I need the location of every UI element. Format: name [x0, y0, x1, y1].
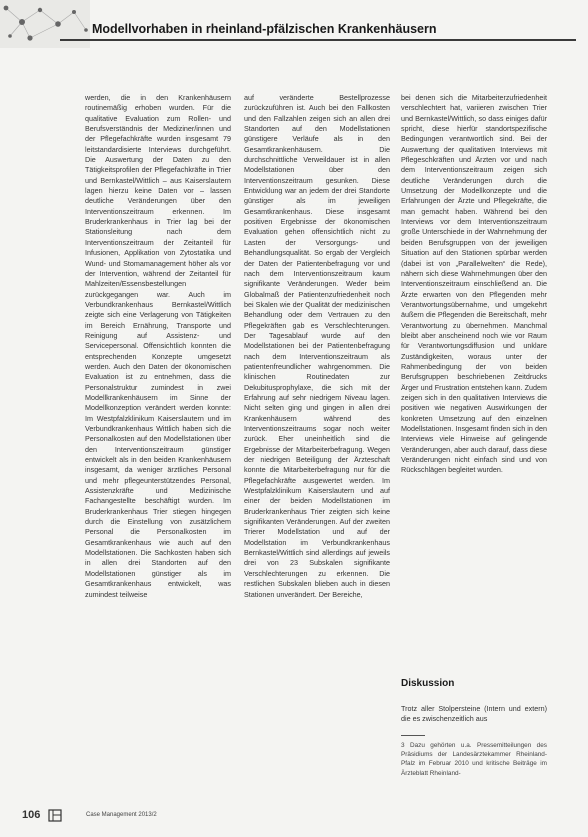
- discussion-paragraph: [401, 704, 547, 725]
- column-1-text: werden, die in den Krankenhäusern routinemäßig erhoben wurden. Für die qualitative Evaluation zum Rollen- und Berufsverständnis der Mediziner/innen und der Pflegefachkräfte wurden insgesamt 79 leitstandardisierte Interviews durchgeführt. Die Auswertung der Daten zu den Tätigkeitsprofilen der Pflegefachkräfte in Trier und Bernkastel/Wittlich – aus Kaiserslautern lagen hierzu keine Daten vor – lassen deutliche Veränderungen über den Interventionszeitraum erkennen. Im Bruderkrankenhaus in Trier lag bei der Stationsleitung nach dem Interventionszeitraum der Zeitanteil für Infusionen, Applikation von Zytostatika und Wund- und Stomamanagement höher als vor der Intervention, während der Zeitanteil für Mahlzeiten/Essensbestellungen zurückgegangen war. Auch im Verbundkrankenhaus Bernkastel/Wittlich zeigte sich eine Verlagerung von Tätigkeiten im Bereich Ernährung, Transporte und Reinigung auf Assistenz- und Servicepersonal. Offensichtlich konnten die entsprechenden Konzepte umgesetzt werden. Auch den Daten der ökonomischen Evaluation ist zu entnehmen, dass die Personalstruktur zumindest in zwei Modellkrankenhäusern im Sinne der Modellkonzeption verändert werden konnte: Im Westpfalzklinikum Kaiserslautern und im Verbundkrankenhaus Wittlich haben sich die Personalkosten auf den Modellstationen über den Interventionszeitraum günstiger entwickelt als in den beiden Krankenhäusern insgesamt, da weniger ärztliches Personal und mehr pflegeunterstützendes Personal, Assistenzkräfte und Medizinische Fachangestellte beschäftigt wurden. Im Bruderkrankenhaus Trier stiegen hingegen durch die Einstellung von zusätzlichem Personal die Personalkosten im Gesamtkrankenhaus wie auch auf den Modellstationen. Die Sachkosten haben sich in allen drei Standorten auf den Modellstationen günstiger als im Gesamtkrankenhaus entwickelt, was zumindest teilweise: [85, 93, 231, 599]
- page-footer: [22, 807, 582, 827]
- body-column-3: [401, 93, 547, 476]
- header-rule: [60, 39, 576, 41]
- discussion-text: Trotz aller Stolpersteine (Intern und extern) die es zwischenzeitlich aus: [401, 704, 547, 724]
- column-2-text: auf veränderte Bestellprozesse zurückzuführen ist. Auch bei den Fallkosten und den Fallzahlen zeigen sich an allen drei Standorten auf den Modellstationen günstigere Verläufe als in den Gesamtkrankenhäusern. Die durchschnittliche Verweildauer ist in allen Modellstationen über den Interventionszeitraum gesunken. Diese Entwicklung war an jedem der drei Standorte günstiger als im jeweiligen Gesamtkrankenhaus. Diese insgesamt positiven Ergebnisse der ökonomischen Evaluation gehen offensichtlich nicht zu Lasten der Versorgungs- und Behandlungsqualität. So ergab der Vergleich der Daten der Patientenbefragung vor und nach dem Interventionszeitraum kaum signifikante Veränderungen. Weder beim Globalmaß der Patientenzufriedenheit noch bei Skalen wie der Qualität der medizinischen Behandlung oder dem Vertrauen zu den Pflegekräften gab es Verschlechterungen. Der Tagesablauf wurde auf den Modellstationen bei der Patientenbefragung nach dem Interventionszeitraum als patientenfreundlicher wahrgenommen. Die klinischen Routinedaten zur Dekubitusprophylaxe, die sich mit der Erfahrung auf sehr niedrigem Niveau lagen. Nicht selten ging und gingen in allen drei Krankenhäusern während des Interventionszeitraums sogar noch weiter zurück. Eher uneinheitlich sind die Ergebnisse der Mitarbeiterbefragung. Wegen der niedrigen Beteiligung der Ärzteschaft konnte die Mitarbeiterbefragung nur für die Pflegefachkräfte ausgewertet werden. Im Westpfalzklinikum Kaiserslautern und auf einer der beiden Modellstationen im Bruderkrankenhaus Trier zeigten sich keine signifikanten Veränderungen. Auf der zweiten Trierer Modellstation und auf der Modellstation im Verbundkrankenhaus Bernkastel/Wittlich sind allerdings auf jeweils drei von 23 Subskalen signifikante Verschlechterungen zu erkennen. Die restlichen Subskalen blieben auch in diesen Stationen unverändert. Der Bereiche,: [244, 93, 390, 599]
- page-number: 106: [22, 809, 41, 821]
- journal-name: Case Management 2013/2: [86, 812, 157, 818]
- section-heading-discussion: Diskussion: [401, 678, 455, 689]
- footnote: 3 Dazu gehörten u.a. Pressemitteilungen des Präsidiums der Landesärztekammer Rheinland-Pfalz im Februar 2010 und kritische Beiträge im Ärzteblatt Rheinland-: [401, 742, 547, 777]
- running-title: Modellvorhaben in rheinland-pfälzischen Krankenhäusern: [92, 22, 437, 36]
- body-column-2: [244, 93, 390, 600]
- body-column-1: [85, 93, 231, 600]
- page-header: [0, 0, 588, 48]
- column-3-text: bei denen sich die Mitarbeiterzufriedenheit verschlechtert hat, variieren zwischen Trier und Bernkastel/Wittlich, so dass einiges dafür spricht, diese hierfür standortspezifische Bedingungen verantwortlich sind. Bei der Auswertung der qualitativen Interviews mit Pflegeschkräften und Ärzten vor und nach dem Interventionszeitraum zeigen sich deutliche Veränderungen durch die Umsetzung der Modellkonzepte und die Erfahrungen der Ärzte und Pflegekräfte, die man gemacht haben. Während bei den Interviews vor dem Interventionszeitraum große Unterschiede in der Wahrnehmung der beiden Berufsgruppen von der jeweiligen Situation auf den Stationen spürbar werden (dabei ist von „Parallelwelten“ die Rede), nähern sich diese Wahrnehmungen über den Interventionszeitraum einschließend an. Die Ärzte erwarten von den Pflegenden mehr Verantwortungsübernahme, und umgekehrt äußern die Pflegenden die Bereitschaft, mehr Verantwortung zu übernehmen. Manchmal bleibt aber anscheinend noch wie vor Raum für Verantwortungsdiffusion und unklare Zuständigkeiten, woraus unter der Rahmenbedingung der von beiden Berufsgruppen beschriebenen Zeitdrucks Ärger und Frustration entstehen kann. Zudem zeigen sich in den qualitativen Interviews die positiven wie negativen Auswirkungen der konkreten Umsetzung auf den einzelnen Modellstationen. Insgesamt finden sich in den Interviews viele Hinweise auf gelingende Veränderungen, aber auch darauf, dass diese Veränderungen nicht einfach sind und von Rückschlägen begleitet wurden.: [401, 93, 547, 475]
- page-logo-icon: [48, 809, 62, 822]
- footnote-rule: [401, 735, 425, 736]
